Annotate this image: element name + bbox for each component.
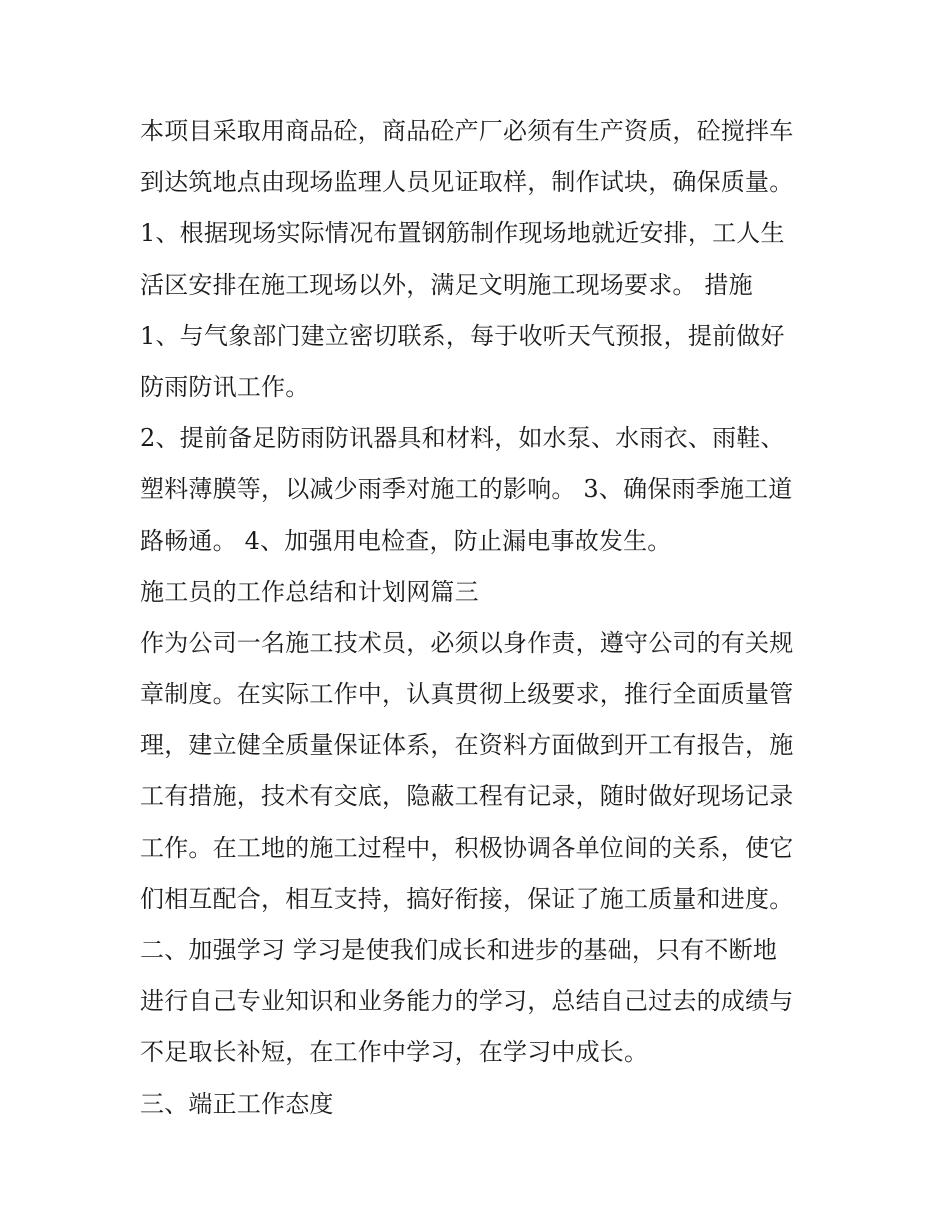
text-line: 理，建立健全质量保证体系，在资料方面做到开工有报告，施 [140, 731, 794, 760]
text-line: 工作。在工地的施工过程中，积极协调各单位间的关系，使它 [140, 833, 794, 862]
text-line: 作为公司一名施工技术员，必须以身作责，遵守公司的有关规 [140, 628, 794, 657]
document-body [140, 106, 830, 1130]
text-line: 们相互配合，相互支持，搞好衔接，保证了施工质量和进度。 [140, 884, 794, 913]
text-line: 三、端正工作态度 [140, 1089, 334, 1118]
text-line: 塑料薄膜等，以减少雨季对施工的影响。 3、确保雨季施工道 [140, 475, 793, 504]
text-line: 1、与气象部门建立密切联系，每于收听天气预报，提前做好 [140, 321, 785, 350]
text-line: 不足取长补短，在工作中学习，在学习中成长。 [140, 1038, 649, 1067]
text-line: 进行自己专业知识和业务能力的学习，总结自己过去的成绩与 [140, 987, 794, 1016]
text-line: 防雨防讯工作。 [140, 372, 310, 401]
text-line: 1、根据现场实际情况布置钢筋制作现场地就近安排，工人生 [140, 219, 785, 248]
text-line: 章制度。在实际工作中，认真贯彻上级要求，推行全面质量管 [140, 680, 794, 709]
text-line: 路畅通。 4、加强用电检查，防止漏电事故发生。 [140, 526, 672, 555]
text-line: 本项目采取用商品砼，商品砼产厂必须有生产资质，砼搅拌车 [140, 117, 794, 145]
text-line: 工有措施，技术有交底，隐蔽工程有记录，随时做好现场记录 [140, 782, 794, 811]
text-line: 二、加强学习 学习是使我们成长和进步的基础，只有不断地 [140, 936, 778, 964]
section-heading: 施工员的工作总结和计划网篇三 [140, 577, 479, 606]
text-line: 2、提前备足防雨防讯器具和材料，如水泵、水雨衣、雨鞋、 [140, 424, 785, 453]
text-line: 到达筑地点由现场监理人员见证取样，制作试块，确保质量。 [140, 168, 794, 197]
text-line: 活区安排在施工现场以外，满足文明施工现场要求。 措施 [140, 270, 753, 299]
